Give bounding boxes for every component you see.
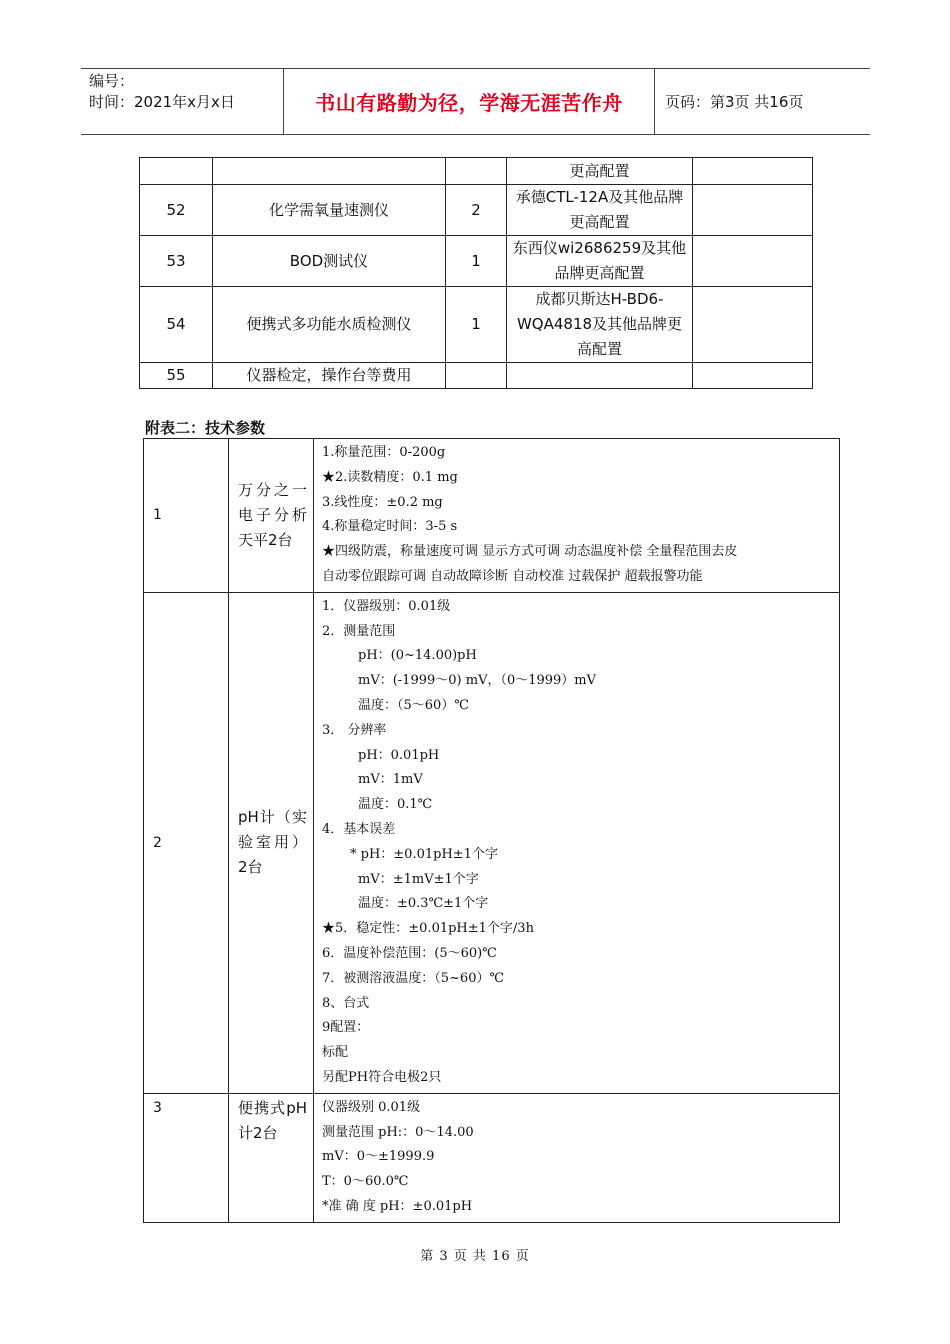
item-name: pH计（实验室用）2台 [229,592,314,1093]
cell-name: 仪器检定，操作台等费用 [213,363,446,389]
spec-line: pH：(0~14.00)pH [358,648,477,664]
cell-name: 便携式多功能水质检测仪 [213,287,446,363]
cell-brand [507,363,693,389]
table-row [140,363,813,389]
cell-qty [446,363,507,389]
page-header [81,68,870,135]
table-row [140,287,813,363]
item-specs [314,592,840,1093]
cell-name: 化学需氧量速测仪 [213,185,446,236]
spec-line: 自动零位跟踪可调 自动故障诊断 自动校准 过载保护 超载报警功能 [322,568,703,584]
spec-line: 8、台式 [322,995,370,1011]
cell-brand: 更高配置 [507,158,693,185]
cell-brand: 承德CTL-12A及其他品牌更高配置 [507,185,693,236]
tech-spec-table [143,438,840,1223]
item-number: 1 [144,439,229,593]
item-number: 2 [144,592,229,1093]
table-row [144,592,840,1093]
cell-brand: 东西仪wi2686259及其他品牌更高配置 [507,236,693,287]
spec-line: 2．测量范围 [322,623,396,639]
cell-no: 54 [140,287,213,363]
cell-note [693,158,813,185]
header-time: 时间：2021年x月x日 [89,93,235,111]
spec-line: 1．仪器级别：0.01级 [322,598,451,614]
cell-brand: 成都贝斯达H-BD6-WQA4818及其他品牌更高配置 [507,287,693,363]
page-footer: 第 3 页 共 16 页 [420,1249,530,1264]
cell-no: 53 [140,236,213,287]
item-name: 万分之一电子分析天平2台 [229,439,314,593]
cell-name [213,158,446,185]
section-title: 附表二：技术参数 [145,419,266,437]
spec-line: T：0～60.0℃ [322,1174,409,1190]
spec-line: 标配 [322,1045,349,1061]
item-number: 3 [144,1093,229,1222]
cell-note [693,287,813,363]
spec-line: 1.称量范围：0-200g [322,445,446,460]
cell-note [693,185,813,236]
spec-line: *准 确 度 pH：±0.01pH [322,1198,473,1214]
spec-line: 6．温度补偿范围：(5～60)℃ [322,945,497,961]
table-row [140,236,813,287]
header-number: 编号： [89,72,135,90]
cell-qty: 2 [446,185,507,236]
cell-no: 52 [140,185,213,236]
spec-line: ★5．稳定性：±0.01pH±1个字/3h [322,921,534,937]
table-row [140,185,813,236]
cell-name: BOD测试仪 [213,236,446,287]
spec-line: 另配PH符合电极2只 [322,1069,442,1085]
header-motto: 书山有路勤为径，学海无涯苦作舟 [283,69,655,134]
spec-line: mV：1mV [358,772,423,788]
equipment-table [139,157,813,389]
table-row [144,439,840,593]
spec-line: 3． 分辨率 [322,722,387,738]
cell-note [693,236,813,287]
spec-line: pH：0.01pH [358,747,440,763]
header-page-number: 页码：第3页 共16页 [665,93,804,111]
cell-no [140,158,213,185]
spec-line: 9配置： [322,1020,370,1036]
item-name: 便携式pH计2台 [229,1093,314,1222]
item-specs [314,1093,840,1222]
spec-line: * pH：±0.01pH±1个字 [350,846,498,862]
spec-line: 温度：（5～60）℃ [358,697,469,713]
cell-qty: 1 [446,236,507,287]
header-meta [81,69,283,134]
spec-line: 仪器级别 0.01级 [322,1099,421,1115]
spec-line: 4.称量稳定时间：3-5 s [322,519,458,535]
spec-line: ★2.读数精度：0.1 mg [322,469,458,485]
spec-line: mV：(-1999～0) mV，（0～1999）mV [358,673,597,689]
spec-line: mV：0～±1999.9 [322,1149,435,1165]
spec-line: 7．被测溶液温度：（5~60）℃ [322,970,505,986]
item-specs [314,439,840,593]
cell-no: 55 [140,363,213,389]
cell-qty [446,158,507,185]
cell-qty: 1 [446,287,507,363]
spec-line: ★四级防震，称量速度可调 显示方式可调 动态温度补偿 全量程范围去皮 [322,544,738,560]
spec-line: 4．基本误差 [322,821,396,837]
spec-line: mV：±1mV±1个字 [358,871,479,887]
table-row [140,158,813,185]
spec-line: 温度：±0.3℃±1个字 [358,896,489,912]
spec-line: 3.线性度：±0.2 mg [322,494,443,510]
table-row [144,1093,840,1222]
spec-line: 测量范围 pH:：0～14.00 [322,1124,474,1140]
spec-line: 温度：0.1℃ [358,797,433,813]
cell-note [693,363,813,389]
